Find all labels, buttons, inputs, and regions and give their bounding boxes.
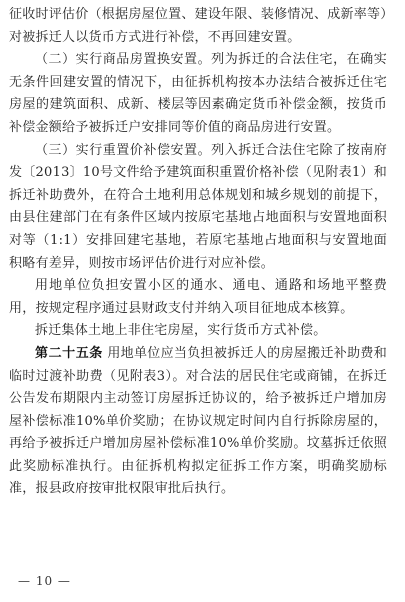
paragraph-text: 拆迁集体土地上非住宅房屋，实行货币方式补偿。	[35, 323, 327, 339]
paragraph-text: （二）实行商品房置换安置。列为拆迁的合法住宅，在确实无条件回建安置的情况下，由征拆机构按本办法结合被拆迁住宅房屋的建筑面积、成新、楼层等因素确定货币补偿金额，按货币补偿金额给予被拆迁户安排同等价值的商品房进行安置。	[9, 52, 387, 135]
paragraph-text: 用地单位应当负担被拆迁人的房屋搬迁补助费和临时过渡补助费（见附表3）。对合法的居民住宅或商铺，在拆迁公告发布期限内主动签订房屋拆迁协议的，给予被拆迁户增加房屋补偿标准10%单价奖励；在协议规定时间内自行拆除房屋的，再给予被拆迁户增加房屋补偿标准10%单价奖励。坟墓拆迁依照此奖励标准执行。由征拆机构拟定征拆工作方案，明确奖励标准，报县政府按审批权限审批后执行。	[9, 345, 387, 497]
page-number: — 10 —	[18, 574, 71, 588]
paragraph-article-25	[9, 343, 387, 501]
paragraph-replacement-cost-compensation	[9, 140, 387, 276]
article-heading: 第二十五条	[35, 345, 103, 361]
paragraph-valuation-continuation	[9, 4, 387, 49]
paragraph-commercial-housing-exchange	[9, 49, 387, 139]
paragraph-text: 征收时评估价（根据房屋位置、建设年限、装修情况、成新率等）对被拆迁人以货币方式进行补偿，不再回建安置。	[9, 7, 387, 45]
paragraph-non-residential-compensation	[9, 320, 387, 343]
paragraph-text: （三）实行重置价补偿安置。列入拆迁合法住宅除了按南府发〔2013〕10号文件给予建筑面积重置价格补偿（见附表1）和拆迁补助费外，在符合土地利用总体规划和城乡规划的前提下，由县住建部门在有条件区域内按原宅基地占地面积与安置地面积对等（1:1）安排回建宅基地，若原宅基地占地面积与安置地面积略有差异，则按市场评估价进行对应补偿。	[9, 142, 387, 271]
paragraph-text: 用地单位负担安置小区的通水、通电、通路和场地平整费用，按规定程序通过县财政支付并纳入项目征地成本核算。	[9, 278, 387, 316]
paragraph-resettlement-infrastructure-costs	[9, 275, 387, 320]
